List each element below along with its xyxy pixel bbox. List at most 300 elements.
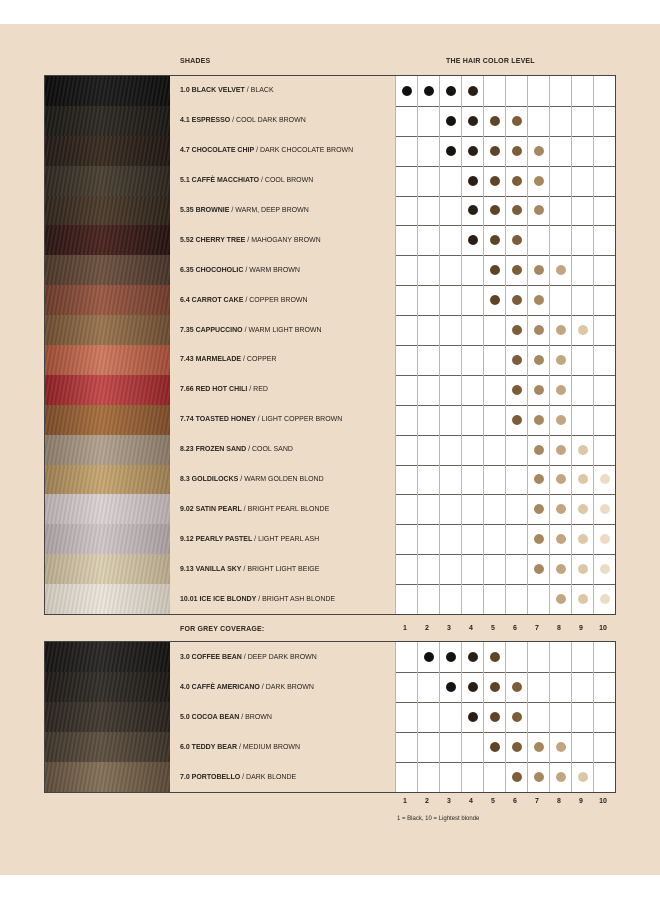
level-cell (593, 285, 615, 315)
shade-name: LIGHT COPPER BROWN (261, 416, 343, 424)
level-cell (483, 465, 505, 495)
level-dot (512, 712, 522, 722)
level-cell (505, 672, 527, 702)
level-dot (534, 265, 544, 275)
level-cell (417, 196, 439, 226)
level-cell (417, 285, 439, 315)
level-cell (505, 494, 527, 524)
level-dot (556, 504, 566, 514)
shade-name: WARM, DEEP BROWN (235, 206, 309, 214)
level-cell (483, 554, 505, 584)
level-cell (417, 255, 439, 285)
level-dot (534, 146, 544, 156)
level-cell (483, 196, 505, 226)
hair-swatch (45, 702, 170, 732)
hair-swatch (45, 584, 170, 614)
shade-label (170, 106, 395, 136)
shade-name: BRIGHT LIGHT BEIGE (247, 565, 320, 573)
level-dot (446, 652, 456, 662)
shade-label (170, 136, 395, 166)
shade-code: 6.35 CHOCOHOLIC (180, 266, 244, 274)
level-cell (439, 315, 461, 345)
level-cell (483, 524, 505, 554)
level-cell (571, 642, 593, 672)
level-number: 6 (513, 798, 517, 805)
hair-swatch (45, 642, 170, 672)
level-cell (505, 285, 527, 315)
level-cell (461, 285, 483, 315)
level-cell (571, 554, 593, 584)
level-cell (527, 375, 549, 405)
level-cell (417, 494, 439, 524)
level-cell (461, 732, 483, 762)
level-cell (571, 166, 593, 196)
level-number: 3 (447, 625, 451, 632)
level-cell (527, 642, 549, 672)
hair-swatch (45, 405, 170, 435)
level-cell (571, 136, 593, 166)
level-cell (571, 106, 593, 136)
level-cell (571, 465, 593, 495)
shade-row (45, 166, 615, 197)
shade-code: 5.52 CHERRY TREE (180, 236, 246, 244)
level-cell (417, 465, 439, 495)
level-dot (578, 534, 588, 544)
level-cell (549, 196, 571, 226)
level-cell (549, 225, 571, 255)
level-cell (461, 702, 483, 732)
shade-separator: / (245, 236, 252, 244)
hair-swatch (45, 255, 170, 285)
level-cell (593, 166, 615, 196)
level-cell (395, 732, 417, 762)
level-cell (527, 196, 549, 226)
level-cell (417, 702, 439, 732)
level-dot (534, 445, 544, 455)
level-number: 1 (403, 625, 407, 632)
level-dot (468, 682, 478, 692)
level-cell (527, 494, 549, 524)
shade-label (170, 642, 395, 672)
shade-separator: / (259, 683, 266, 691)
level-grid (395, 345, 615, 375)
level-cell (571, 584, 593, 614)
shade-name: DARK CHOCOLATE BROWN (260, 147, 354, 155)
level-dot (512, 325, 522, 335)
level-dot (512, 415, 522, 425)
shade-row (45, 732, 615, 763)
level-cell (549, 345, 571, 375)
level-cell (527, 702, 549, 732)
level-cell (395, 345, 417, 375)
level-cell (417, 524, 439, 554)
shade-label (170, 405, 395, 435)
level-dot (490, 176, 500, 186)
level-grid (395, 465, 615, 495)
level-grid (395, 166, 615, 196)
level-dot (534, 176, 544, 186)
shade-row (45, 672, 615, 703)
level-cell (483, 672, 505, 702)
level-cell (483, 405, 505, 435)
level-cell (593, 762, 615, 792)
level-grid (395, 524, 615, 554)
level-dot (512, 235, 522, 245)
shade-row (45, 375, 615, 406)
level-dot (556, 355, 566, 365)
level-cell (593, 702, 615, 732)
level-dot (490, 682, 500, 692)
level-dot (512, 772, 522, 782)
level-cell (527, 554, 549, 584)
level-cell (505, 465, 527, 495)
level-cell (439, 255, 461, 285)
level-cell (439, 375, 461, 405)
shade-row (45, 494, 615, 525)
level-cell (461, 405, 483, 435)
shade-row (45, 255, 615, 286)
hair-swatch (45, 106, 170, 136)
level-dot (512, 385, 522, 395)
level-cell (549, 285, 571, 315)
shade-row (45, 524, 615, 555)
shade-label (170, 672, 395, 702)
level-cell (461, 584, 483, 614)
shade-separator: / (244, 87, 251, 95)
level-cell (505, 524, 527, 554)
level-cell (549, 375, 571, 405)
level-number: 5 (491, 798, 495, 805)
level-cell (571, 732, 593, 762)
level-dot (556, 265, 566, 275)
level-cell (527, 672, 549, 702)
shade-row (45, 554, 615, 585)
shade-row (45, 584, 615, 614)
level-cell (461, 375, 483, 405)
shade-row (45, 345, 615, 376)
level-cell (417, 375, 439, 405)
level-cell (417, 642, 439, 672)
level-cell (395, 285, 417, 315)
level-cell (417, 672, 439, 702)
shade-label (170, 524, 395, 554)
level-dot (578, 474, 588, 484)
shade-separator: / (246, 446, 252, 454)
level-grid (395, 672, 615, 702)
level-number: 7 (535, 625, 539, 632)
level-dot (468, 116, 478, 126)
level-cell (549, 762, 571, 792)
level-cell (417, 405, 439, 435)
level-number: 10 (599, 798, 607, 805)
level-cell (571, 702, 593, 732)
level-cell (395, 136, 417, 166)
shade-row (45, 465, 615, 496)
level-cell (593, 642, 615, 672)
level-cell (505, 435, 527, 465)
level-dot (512, 146, 522, 156)
level-cell (395, 196, 417, 226)
hair-swatch (45, 196, 170, 226)
level-dot (534, 355, 544, 365)
level-cell (483, 584, 505, 614)
level-cell (527, 285, 549, 315)
level-cell (571, 76, 593, 106)
level-cell (439, 285, 461, 315)
level-cell (439, 196, 461, 226)
level-dot (534, 205, 544, 215)
level-cell (505, 196, 527, 226)
level-cell (549, 584, 571, 614)
level-cell (395, 524, 417, 554)
level-dot (512, 742, 522, 752)
level-cell (395, 465, 417, 495)
level-cell (549, 524, 571, 554)
level-cell (483, 225, 505, 255)
level-cell (505, 642, 527, 672)
shade-separator: / (229, 206, 236, 214)
level-header: THE HAIR COLOR LEVEL (446, 58, 535, 65)
level-dot (468, 86, 478, 96)
shade-name: DEEP DARK BROWN (247, 653, 317, 661)
level-cell (483, 702, 505, 732)
shade-label (170, 435, 395, 465)
level-cell (417, 136, 439, 166)
level-dot (556, 385, 566, 395)
level-cell (593, 76, 615, 106)
level-dot (490, 265, 500, 275)
shade-row (45, 315, 615, 346)
hair-swatch (45, 375, 170, 405)
shade-code: 9.02 SATIN PEARL (180, 505, 242, 513)
shade-label (170, 76, 395, 106)
shade-separator: / (241, 505, 248, 513)
level-dot (534, 534, 544, 544)
hair-swatch (45, 762, 170, 792)
shade-separator: / (247, 386, 254, 394)
level-dot (490, 652, 500, 662)
level-dot (490, 295, 500, 305)
level-cell (483, 76, 505, 106)
level-dot (556, 534, 566, 544)
shade-label (170, 732, 395, 762)
level-cell (549, 702, 571, 732)
shade-label (170, 762, 395, 792)
shade-row (45, 106, 615, 137)
level-cell (593, 315, 615, 345)
level-cell (395, 375, 417, 405)
level-cell (395, 166, 417, 196)
level-dot (578, 594, 588, 604)
shade-row (45, 196, 615, 227)
shade-name: WARM GOLDEN BLOND (244, 475, 324, 483)
hair-swatch (45, 315, 170, 345)
hair-swatch (45, 554, 170, 584)
level-number: 10 (599, 625, 607, 632)
shade-code: 7.43 MARMELADE (180, 356, 242, 364)
hair-swatch (45, 285, 170, 315)
shade-label (170, 315, 395, 345)
level-cell (593, 225, 615, 255)
shade-label (170, 196, 395, 226)
shade-row (45, 136, 615, 167)
level-cell (571, 762, 593, 792)
level-number: 2 (425, 798, 429, 805)
level-cell (549, 106, 571, 136)
shade-label (170, 494, 395, 524)
shade-separator: / (230, 117, 237, 125)
level-cell (527, 106, 549, 136)
level-cell (395, 494, 417, 524)
level-dot (512, 116, 522, 126)
level-cell (483, 494, 505, 524)
level-cell (593, 524, 615, 554)
level-dot (534, 295, 544, 305)
level-cell (439, 762, 461, 792)
level-grid (395, 584, 615, 614)
level-cell (505, 315, 527, 345)
level-cell (571, 405, 593, 435)
level-dot (556, 564, 566, 574)
level-cell (461, 494, 483, 524)
level-dot (490, 742, 500, 752)
level-dot (534, 385, 544, 395)
shade-label (170, 375, 395, 405)
shade-code: 7.35 CAPPUCCINO (180, 326, 243, 334)
level-cell (395, 672, 417, 702)
shade-row (45, 225, 615, 256)
shade-name: MAHOGANY BROWN (251, 236, 321, 244)
shade-code: 5.35 BROWNIE (180, 206, 230, 214)
shade-row (45, 702, 615, 733)
level-cell (571, 196, 593, 226)
hair-swatch (45, 465, 170, 495)
level-dot (600, 474, 610, 484)
level-cell (571, 375, 593, 405)
level-dot (512, 265, 522, 275)
level-dot (468, 146, 478, 156)
level-cell (571, 494, 593, 524)
shade-label (170, 255, 395, 285)
shades-header: SHADES (180, 58, 211, 65)
level-cell (395, 255, 417, 285)
shade-separator: / (237, 743, 243, 751)
level-cell (505, 136, 527, 166)
level-grid (395, 405, 615, 435)
level-dot (600, 594, 610, 604)
level-cell (461, 762, 483, 792)
level-cell (395, 554, 417, 584)
level-number: 8 (557, 625, 561, 632)
shade-name: BLACK (250, 87, 274, 95)
level-grid (395, 255, 615, 285)
level-cell (549, 166, 571, 196)
hair-swatch (45, 76, 170, 106)
shade-code: 4.7 CHOCOLATE CHIP (180, 147, 255, 155)
level-grid (395, 76, 615, 106)
level-cell (483, 166, 505, 196)
level-dot (534, 564, 544, 574)
level-grid (395, 435, 615, 465)
level-cell (505, 76, 527, 106)
hair-swatch (45, 494, 170, 524)
level-cell (439, 554, 461, 584)
level-dot (578, 325, 588, 335)
level-number: 9 (579, 798, 583, 805)
level-cell (417, 106, 439, 136)
shade-name: WARM BROWN (249, 266, 300, 274)
level-dot (578, 504, 588, 514)
shade-row (45, 285, 615, 316)
shade-name: COOL DARK BROWN (236, 117, 306, 125)
level-cell (395, 106, 417, 136)
level-cell (461, 435, 483, 465)
level-cell (483, 732, 505, 762)
level-cell (505, 255, 527, 285)
level-cell (505, 702, 527, 732)
shade-code: 4.0 CAFFÈ AMERICANO (180, 683, 260, 691)
shade-code: 4.1 ESPRESSO (180, 117, 231, 125)
shade-separator: / (243, 296, 250, 304)
level-cell (549, 76, 571, 106)
shade-name: COOL SAND (251, 446, 293, 454)
level-cell (505, 166, 527, 196)
level-number: 4 (469, 798, 473, 805)
level-cell (439, 672, 461, 702)
hair-swatch (45, 136, 170, 166)
level-cell (439, 702, 461, 732)
level-cell (549, 554, 571, 584)
level-cell (417, 554, 439, 584)
level-dot (446, 682, 456, 692)
level-cell (395, 315, 417, 345)
level-cell (527, 405, 549, 435)
shade-label (170, 345, 395, 375)
level-dot (600, 504, 610, 514)
level-cell (395, 435, 417, 465)
shade-name: DARK BROWN (265, 683, 314, 691)
level-cell (483, 106, 505, 136)
shade-name: COPPER BROWN (249, 296, 308, 304)
level-cell (417, 166, 439, 196)
shade-code: 7.0 PORTOBELLO (180, 773, 241, 781)
level-cell (395, 76, 417, 106)
shade-separator: / (256, 595, 263, 603)
level-cell (549, 465, 571, 495)
level-cell (571, 225, 593, 255)
level-number: 5 (491, 625, 495, 632)
level-cell (461, 315, 483, 345)
shade-code: 6.0 TEDDY BEAR (180, 743, 238, 751)
shades-table (44, 75, 616, 615)
level-grid (395, 196, 615, 226)
level-cell (461, 642, 483, 672)
level-cell (417, 732, 439, 762)
level-cell (505, 106, 527, 136)
level-dot (512, 355, 522, 365)
level-cell (417, 435, 439, 465)
level-cell (593, 255, 615, 285)
level-cell (593, 465, 615, 495)
level-cell (461, 136, 483, 166)
level-dot (534, 742, 544, 752)
level-dot (490, 205, 500, 215)
level-cell (395, 762, 417, 792)
level-grid (395, 554, 615, 584)
shade-label (170, 285, 395, 315)
level-footnote: 1 = Black, 10 = Lightest blonde (397, 816, 480, 822)
level-number: 7 (535, 798, 539, 805)
